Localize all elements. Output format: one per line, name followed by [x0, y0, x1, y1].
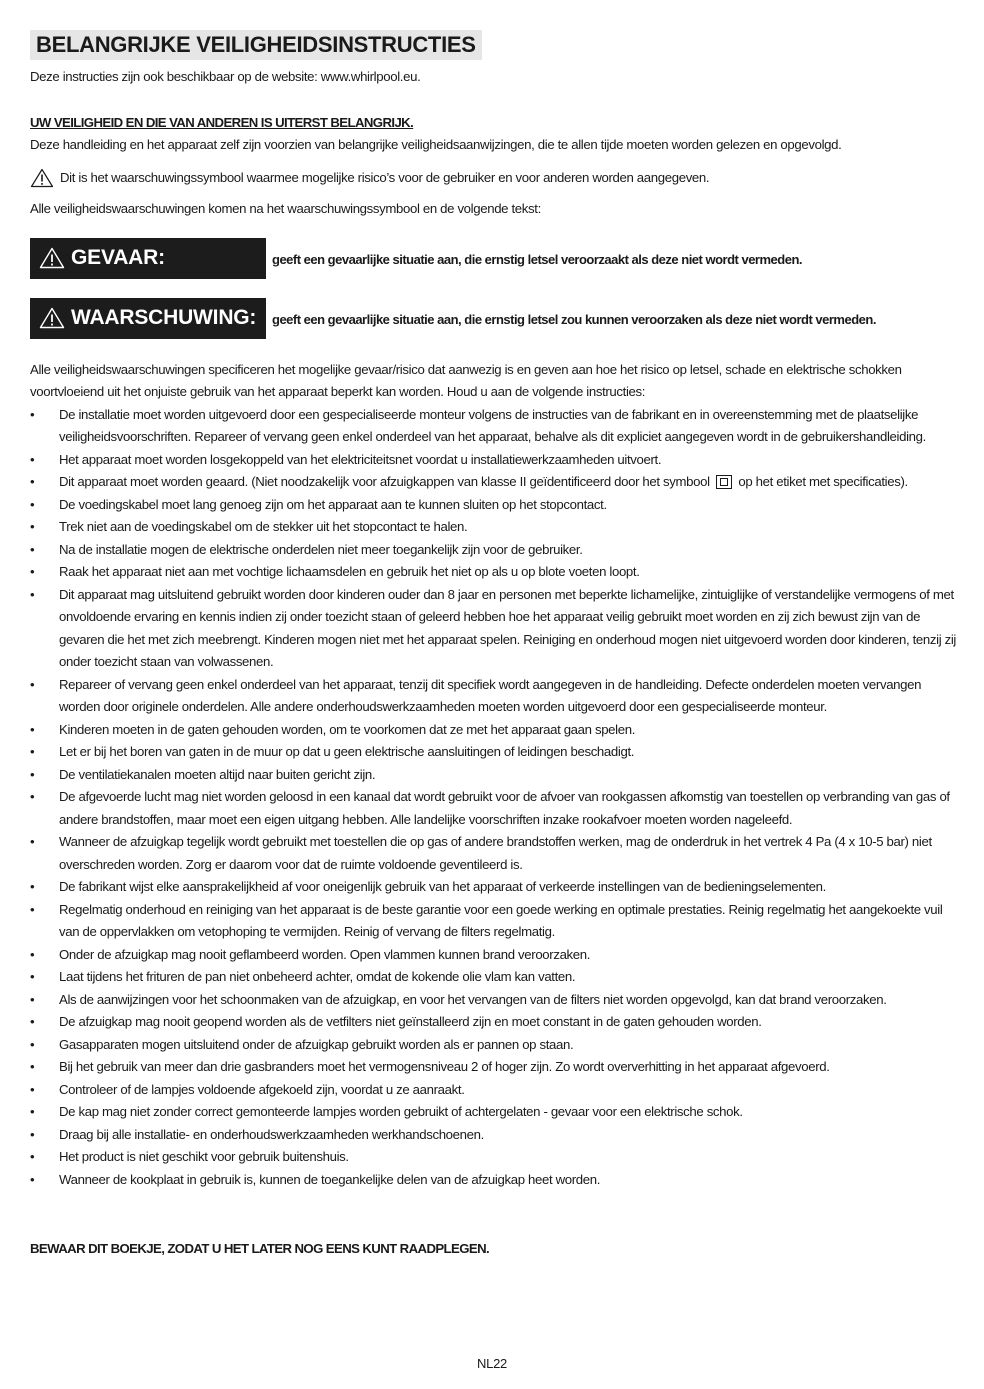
list-item: • Raak het apparaat niet aan met vochtige lichaamsdelen en gebruik het niet op als u op blote voeten loopt. — [30, 564, 640, 579]
list-item: • Wanneer de kookplaat in gebruik is, kunnen de toegankelijke delen van de afzuigkap heet worden. — [30, 1171, 601, 1187]
signal-danger-box — [30, 238, 266, 279]
list-item: • Let er bij het boren van gaten in de muur op dat u geen elektrische aansluitingen of leidingen beschadigt. — [30, 744, 635, 759]
list-item: • De installatie moet worden uitgevoerd door een gespecialiseerde monteur volgens de instructies van de fabrikant en in overeenstemming met de plaatselijke veiligheidsvoorschriften. Repareer of vervang geen enkel onderdeel van het apparaat, behalve als dit expliciet aangegeven wordt in de gebruikershandleiding. — [30, 406, 926, 444]
list-item: • Draag bij alle installatie- en onderhoudswerkzaamheden werkhandschoenen. — [30, 1126, 484, 1142]
signal-danger-label: GEVAAR: — [71, 246, 165, 269]
list-item: • Dit apparaat moet worden geaard. (Niet noodzakelijk voor afzuigkappen van klasse II geïdentificeerd door het symbool op het etiket met specificaties). — [30, 474, 908, 489]
symbol-line-text: Dit is het waarschuwingssymbool waarmee mogelijke risico’s voor de gebruiker en voor anderen worden aangegeven. — [60, 169, 710, 185]
list-item: • Gasapparaten mogen uitsluitend onder de afzuigkap gebruikt worden als er pannen op staan. — [30, 1036, 574, 1052]
signal-warning-text: geeft een gevaarlijke situatie aan, die ernstig letsel zou kunnen veroorzaken als deze niet wordt vermeden. — [272, 311, 876, 327]
list-item: • Kinderen moeten in de gaten gehouden worden, om te voorkomen dat ze met het apparaat gaan spelen. — [30, 721, 636, 737]
list-item: • Regelmatig onderhoud en reiniging van het apparaat is de beste garantie voor een goede werking en optimale prestaties. Reinig regelmatig het aangekoekte vuil van de oppervlakken om vetophoping te vermijden. Reinig of vervang de filters regelmatig. — [30, 901, 943, 939]
class-ii-symbol-icon — [716, 475, 732, 489]
warning-symbol-line — [30, 167, 956, 190]
warning-triangle-icon — [39, 247, 65, 269]
intro-paragraph: Alle veiligheidswaarschuwingen specificeren het mogelijke gevaar/risico dat aanwezig is en geven aan hoe het risico op letsel, schade en elektrische schokken voortvloeiend uit het onjuiste gebruik van het apparaat beperkt kan worden. Houd u aan de volgende instructies: — [30, 361, 902, 399]
document-page — [30, 30, 956, 1261]
page-title: BELANGRIJKE VEILIGHEIDSINSTRUCTIES — [30, 30, 482, 60]
list-item: • Wanneer de afzuigkap tegelijk wordt gebruikt met toestellen die op gas of andere brandstoffen werken, mag de onderdruk in het vertrek 4 Pa (4 x 10-5 bar) niet overschreden worden. Zorg er daarom voor dat de ruimte voldoende geventileerd is. — [30, 834, 932, 872]
list-item: • Onder de afzuigkap mag nooit geflambeerd worden. Open vlammen kunnen brand veroorzaken. — [30, 946, 591, 962]
list-item: • Bij het gebruik van meer dan drie gasbranders moet het vermogensniveau 2 of hoger zijn. Zo wordt oververhitting in het apparaat afgevoerd. — [30, 1059, 830, 1074]
follow-line: Alle veiligheidswaarschuwingen komen na het waarschuwingssymbool en de volgende tekst: — [30, 201, 541, 216]
list-item: • Trek niet aan de voedingskabel om de stekker uit het stopcontact te halen. — [30, 519, 468, 534]
list-item: • Het product is niet geschikt voor gebruik buitenshuis. — [30, 1149, 349, 1164]
list-item: • De afzuigkap mag nooit geopend worden als de vetfilters niet geïnstalleerd zijn en moet constant in de gaten gehouden worden. — [30, 1014, 762, 1029]
signal-danger-text: geeft een gevaarlijke situatie aan, die ernstig letsel veroorzaakt als deze niet wordt vermeden. — [272, 251, 802, 267]
list-item: • De voedingskabel moet lang genoeg zijn om het apparaat aan te kunnen sluiten op het stopcontact. — [30, 496, 607, 512]
list-item: • Het apparaat moet worden losgekoppeld van het elektriciteitsnet voordat u installatiewerkzaamheden uitvoert. — [30, 451, 662, 467]
list-item: • De fabrikant wijst elke aansprakelijkheid af voor oneigenlijk gebruik van het apparaat of verkeerde instellingen van de bedieningselementen. — [30, 879, 826, 894]
signal-warning-label: WAARSCHUWING: — [71, 306, 257, 329]
list-item: • De ventilatiekanalen moeten altijd naar buiten gericht zijn. — [30, 766, 376, 782]
list-item: • Als de aanwijzingen voor het schoonmaken van de afzuigkap, en voor het vervangen van de filters niet worden opgevolgd, kan dat brand veroorzaken. — [30, 991, 887, 1007]
manual-line: Deze handleiding en het apparaat zelf zijn voorzien van belangrijke veiligheidsaanwijzingen, die te allen tijde moeten worden gelezen en opgevolgd. — [30, 137, 842, 152]
list-item: • De kap mag niet zonder correct gemonteerde lampjes worden gebruikt of achtergelaten - gevaar voor een elektrische schok. — [30, 1104, 743, 1119]
list-item: • Dit apparaat mag uitsluitend gebruikt worden door kinderen ouder dan 8 jaar en personen met beperkte lichamelijke, zintuiglijke of verstandelijke vermogens of met onvoldoende ervaring en kennis indien zij onder toezicht staan of geleerd hebben hoe het apparaat veilig gebruikt moet worden en zij zich bewust zijn van de gevaren die het met zich meebrengt. Kinderen mogen niet met het apparaat spelen. Reiniging en onderhoud mogen niet uitgevoerd worden door kinderen, tenzij zij onder toezicht staan van volwassenen. — [30, 586, 957, 669]
list-item: • Na de installatie mogen de elektrische onderdelen niet meer toegankelijk zijn voor de gebruiker. — [30, 541, 583, 557]
warning-triangle-icon — [39, 307, 65, 329]
list-item: • Repareer of vervang geen enkel onderdeel van het apparaat, tenzij dit specifiek wordt aangegeven in de handleiding. Defecte onderdelen moeten vervangen worden door originele onderdelen. Alle andere onderhoudswerkzaamheden moeten worden uitgevoerd door een gespecialiseerde monteur. — [30, 676, 922, 714]
list-item: • Laat tijdens het frituren de pan niet onbeheerd achter, omdat de kokende olie vlam kan vatten. — [30, 969, 576, 984]
list-item: • De afgevoerde lucht mag niet worden geloosd in een kanaal dat wordt gebruikt voor de afvoer van rookgassen afkomstig van toestellen op verbranding van gas of andere brandstoffen, maar moet een eigen uitgang hebben. Alle landelijke voorschriften inzake rookafvoer moeten worden nageleefd. — [30, 789, 950, 827]
website-line: Deze instructies zijn ook beschikbaar op de website: www.whirlpool.eu. — [30, 69, 421, 84]
save-booklet-line: BEWAAR DIT BOEKJE, ZODAT U HET LATER NOG EENS KUNT RAADPLEGEN. — [30, 1241, 490, 1256]
warning-triangle-icon — [30, 168, 54, 188]
list-item: • Controleer of de lampjes voldoende afgekoeld zijn, voordat u ze aanraakt. — [30, 1081, 465, 1097]
page-number: NL22 — [477, 1356, 507, 1371]
safety-instruction-list — [30, 404, 956, 1192]
signal-warning-row — [30, 298, 956, 339]
signal-danger-row — [30, 238, 956, 279]
importance-heading: UW VEILIGHEID EN DIE VAN ANDEREN IS UITERST BELANGRIJK. — [30, 114, 414, 130]
signal-warning-box — [30, 298, 266, 339]
